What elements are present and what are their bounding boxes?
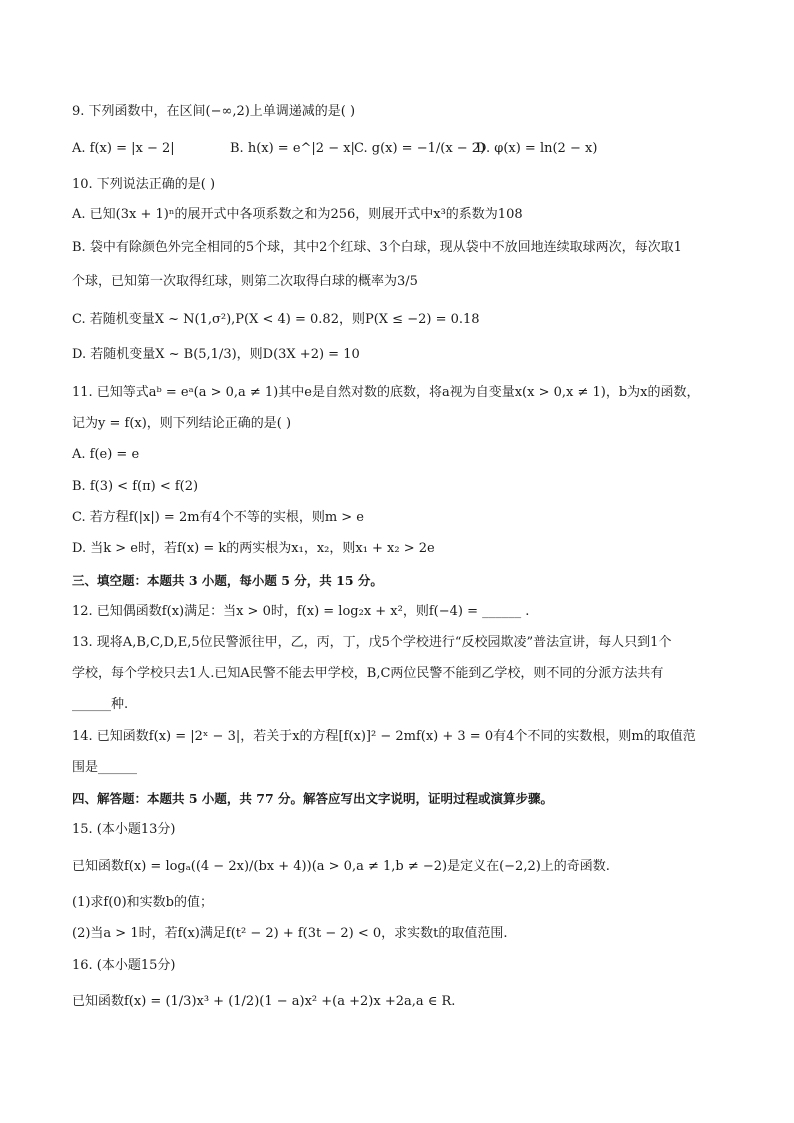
q15-stem: 已知函数f(x) = logₐ((4 − 2x)/(bx + 4))(a > 0,a ≠ 1,b ≠ −2)是定义在(−2,2)上的奇函数. [72, 859, 610, 874]
q9-option-a: A. f(x) = |x − 2| [72, 141, 175, 156]
q9-option-b: B. h(x) = e^|2 − x| [230, 141, 355, 156]
q15-part2: (2)当a > 1时，若f(x)满足f(t² − 2) + f(3t − 2) < 0，求实数t的取值范围. [72, 926, 508, 941]
q15-part1: (1)求f(0)和实数b的值； [72, 895, 213, 910]
q14-line2: 围是______ [72, 760, 138, 775]
q9-option-c: C. g(x) = −1/(x − 2) [354, 141, 486, 156]
q16-head: 16. (本小题15分) [72, 958, 176, 973]
q10-stem: 10. 下列说法正确的是( ) [72, 177, 216, 192]
q11-option-a: A. f(e) = e [72, 447, 140, 462]
q13-line1: 13. 现将A,B,C,D,E,5位民警派往甲，乙，丙，丁，戊5个学校进行“反校园欺凌”普法宣讲，每人只到1个 [72, 635, 672, 650]
q10-option-b-line2: 个球，已知第一次取得红球，则第二次取得白球的概率为3/5 [72, 274, 418, 289]
q10-option-b-line1: B. 袋中有除颜色外完全相同的5个球，其中2个红球、3个白球，现从袋中不放回地连续取球两次，每次取1 [72, 240, 682, 255]
q11-option-b: B. f(3) < f(π) < f(2) [72, 479, 199, 494]
q13-line2: 学校，每个学校只去1人.已知A民警不能去甲学校，B,C两位民警不能到乙学校，则不同的分派方法共有 [72, 666, 664, 681]
q11-stem-line1: 11. 已知等式aᵇ = eᵃ(a > 0,a ≠ 1)其中e是自然对数的底数，将a视为自变量x(x > 0,x ≠ 1)，b为x的函数， [72, 385, 700, 400]
q9-stem: 9. 下列函数中，在区间(−∞,2)上单调递减的是( ) [72, 104, 356, 119]
q12-stem: 12. 已知偶函数f(x)满足：当x > 0时，f(x) = log₂x + x²，则f(−4) = ______ . [72, 604, 530, 619]
q11-option-d: D. 当k > e时，若f(x) = k的两实根为x₁，x₂，则x₁ + x₂ > 2e [72, 541, 435, 556]
q14-line1: 14. 已知函数f(x) = |2ˣ − 3|，若关于x的方程[f(x)]² − 2mf(x) + 3 = 0有4个不同的实数根，则m的取值范 [72, 729, 696, 744]
q15-head: 15. (本小题13分) [72, 822, 176, 837]
q11-option-c: C. 若方程f(|x|) = 2m有4个不等的实根，则m > e [72, 510, 364, 525]
q9-option-d: D. φ(x) = ln(2 − x) [476, 141, 598, 156]
q13-line3: ______种. [72, 697, 129, 712]
q10-option-d: D. 若随机变量X ~ B(5,1/3)，则D(3X +2) = 10 [72, 347, 360, 362]
q10-option-a: A. 已知(3x + 1)ⁿ的展开式中各项系数之和为256，则展开式中x³的系数为108 [72, 207, 523, 222]
section-answer-header: 四、解答题：本题共 5 小题，共 77 分。解答应写出文字说明，证明过程或演算步骤。 [72, 791, 554, 806]
q16-stem: 已知函数f(x) = (1/3)x³ + (1/2)(1 − a)x² +(a +2)x +2a,a ∈ R. [72, 994, 456, 1009]
q11-stem-line2: 记为y = f(x)，则下列结论正确的是( ) [72, 416, 292, 431]
q10-option-c: C. 若随机变量X ~ N(1,σ²),P(X < 4) = 0.82，则P(X ≤ −2) = 0.18 [72, 312, 480, 327]
section-fill-in-header: 三、填空题：本题共 3 小题，每小题 5 分，共 15 分。 [72, 573, 383, 588]
